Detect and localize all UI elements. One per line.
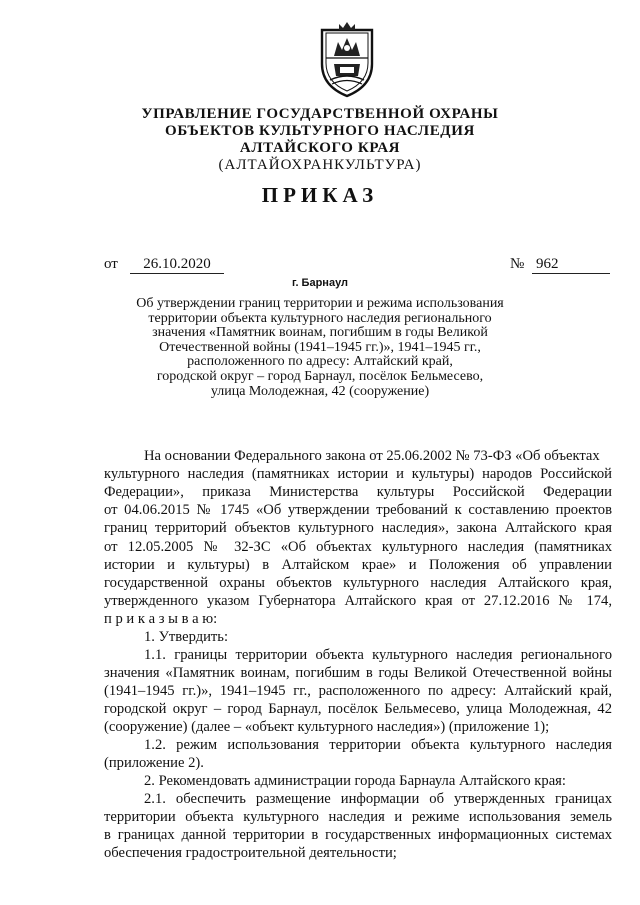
body-line: от 12.05.2005 № 32-ЗС «Об объектах культурного наследия (памятниках bbox=[104, 539, 612, 555]
document-type-title: ПРИКАЗ bbox=[261, 183, 379, 207]
subject-line: расположенного по адресу: Алтайский край, bbox=[187, 354, 453, 370]
body-line: Федерации», приказа Министерства культуры Российской Федерации bbox=[104, 484, 612, 500]
body-line: (сооружение) (далее – «объект культурного наследия») (приложение 1); bbox=[104, 719, 550, 735]
organization-line: ОБЪЕКТОВ КУЛЬТУРНОГО НАСЛЕДИЯ bbox=[165, 123, 475, 139]
body-line: п р и к а з ы в а ю: bbox=[104, 611, 218, 627]
body-line: государственной охраны объектов культурного наследия Алтайского края, bbox=[104, 575, 612, 591]
body-line: На основании Федерального закона от 25.06.2002 № 73-ФЗ «Об объектах bbox=[144, 448, 600, 464]
document-subject bbox=[0, 297, 640, 399]
subject-line: территории объекта культурного наследия регионального bbox=[148, 310, 492, 326]
document-date: 26.10.2020 bbox=[130, 256, 224, 274]
body-line: значения «Памятник воинам, погибшим в годы Великой Отечественной войны bbox=[104, 665, 612, 681]
body-line: городской округ – город Барнаул, посёлок Бельмесево, улица Молодежная, 42 bbox=[104, 701, 612, 717]
body-line: утвержденного указом Губернатора Алтайского края от 27.12.2016 № 174, bbox=[104, 593, 612, 609]
body-line: 1.1. границы территории объекта культурного наследия регионального bbox=[144, 647, 612, 663]
body-line: (приложение 2). bbox=[104, 755, 204, 771]
document-meta-row bbox=[104, 256, 610, 276]
subject-line: городской округ – город Барнаул, посёлок Бельмесево, bbox=[156, 368, 484, 384]
body-line: от 04.06.2015 № 1745 «Об утверждении требований к составлению проектов bbox=[104, 502, 612, 518]
subject-line: значения «Памятник воинам, погибшим в годы Великой bbox=[152, 325, 488, 341]
document-number: 962 bbox=[532, 256, 610, 274]
body-line: истории и культуры) в Алтайском крае» и Положения об управлении bbox=[104, 557, 612, 573]
body-line: 1.2. режим использования территории объекта культурного наследия bbox=[144, 737, 612, 753]
organization-name bbox=[0, 106, 640, 174]
body-line: обеспечения градостроительной деятельности; bbox=[104, 845, 397, 861]
organization-line: АЛТАЙСКОГО КРАЯ bbox=[239, 140, 401, 156]
organization-line: (АЛТАЙОХРАНКУЛЬТУРА) bbox=[218, 157, 422, 173]
body-line: территории объекта культурного наследия и режиме использования земель bbox=[104, 809, 612, 825]
body-line: границ территорий объектов культурного наследия», закона Алтайского края bbox=[104, 520, 612, 536]
body-line: 2.1. обеспечить размещение информации об утвержденных границах bbox=[144, 791, 612, 807]
number-label: № bbox=[510, 256, 525, 272]
body-line: (1941–1945 гг.)», 1941–1945 гг., расположенного по адресу: Алтайский край, bbox=[104, 683, 612, 699]
organization-line: УПРАВЛЕНИЕ ГОСУДАРСТВЕННОЙ ОХРАНЫ bbox=[141, 106, 499, 122]
body-line: 1. Утвердить: bbox=[144, 629, 229, 645]
subject-line: улица Молодежная, 42 (сооружение) bbox=[210, 383, 430, 399]
body-line: 2. Рекомендовать администрации города Барнаула Алтайского края: bbox=[144, 773, 566, 789]
body-line: культурного наследия (памятниках истории и культуры) народов Российской bbox=[104, 466, 612, 482]
subject-line: Отечественной войны (1941–1945 гг.)», 1941–1945 гг., bbox=[159, 339, 481, 355]
subject-line: Об утверждении границ территории и режима использования bbox=[136, 296, 504, 311]
date-label: от bbox=[104, 256, 118, 272]
city: г. Барнаул bbox=[291, 277, 349, 289]
body-line: в границах данной территории в государственных информационных системах bbox=[104, 827, 612, 843]
coat-of-arms-emblem bbox=[312, 20, 382, 100]
